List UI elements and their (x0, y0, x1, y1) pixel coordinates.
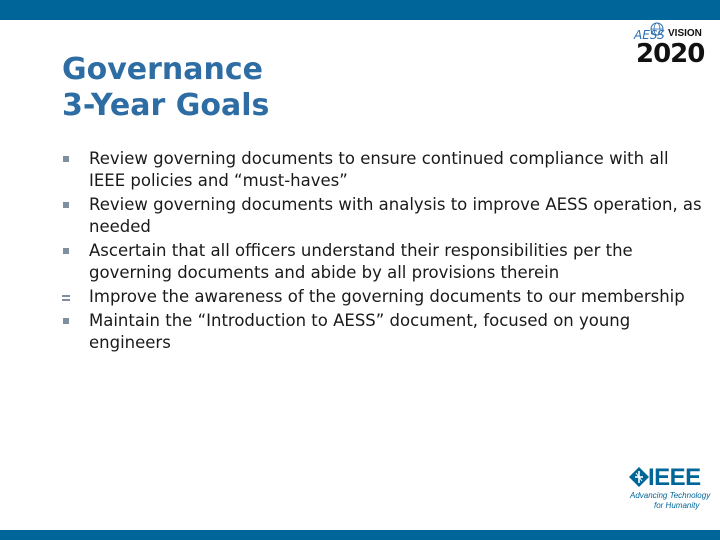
slide-title-line-1: Governance (62, 52, 264, 87)
top-banner-bar (0, 0, 720, 20)
aess-vision-2020-logo (632, 22, 712, 74)
ieee-tagline-line-2: for Humanity (654, 501, 700, 510)
ieee-diamond-icon (628, 466, 650, 488)
square-bullet-icon (63, 318, 69, 324)
slide-title (62, 52, 269, 124)
aess-logo-text: AESS (634, 28, 665, 42)
list-item-text: Maintain the “Introduction to AESS” document, focused on young engineers (89, 311, 631, 352)
ieee-logo (626, 464, 712, 510)
ieee-tagline-line-1: Advancing Technology (630, 491, 711, 500)
bottom-banner-bar (0, 530, 720, 540)
list-item (62, 194, 702, 238)
vision-logo-text: VISION (668, 28, 702, 39)
slide-title-line-2: 3-Year Goals (62, 88, 270, 123)
year-logo-text: 2020 (636, 39, 705, 69)
list-item (62, 310, 702, 354)
list-item (62, 286, 702, 308)
list-item (62, 240, 702, 284)
square-bullet-icon (62, 295, 70, 297)
list-item (62, 148, 702, 192)
list-item-text: Ascertain that all officers understand their responsibilities per the governing documents and abide by all provisions therein (89, 241, 633, 282)
square-bullet-icon (63, 248, 69, 254)
goals-list (62, 148, 702, 356)
ieee-logo-text: IEEE (648, 464, 701, 491)
list-item-text: Improve the awareness of the governing documents to our membership (89, 287, 685, 306)
square-bullet-icon (63, 202, 69, 208)
list-item-text: Review governing documents to ensure continued compliance with all IEEE policies and “must-haves” (89, 149, 669, 190)
square-bullet-icon (63, 156, 69, 162)
list-item-text: Review governing documents with analysis to improve AESS operation, as needed (89, 195, 702, 236)
